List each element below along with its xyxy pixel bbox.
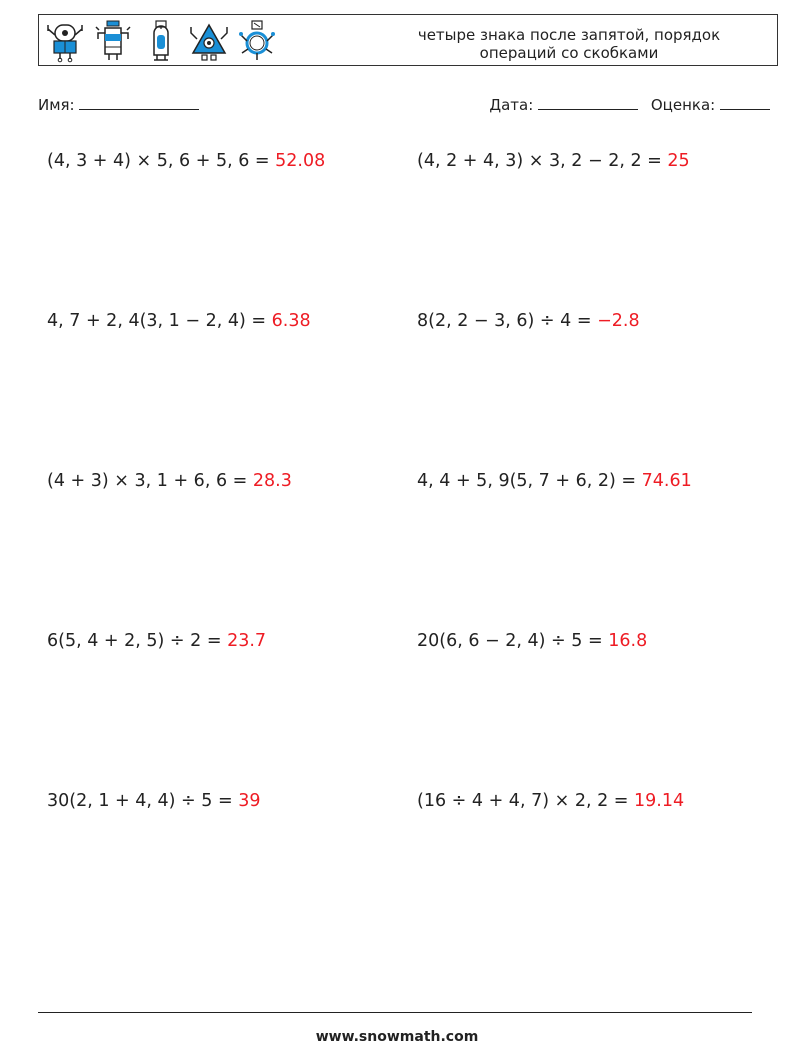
problem-answer: −2.8 <box>597 311 640 331</box>
robot-icon <box>141 19 181 63</box>
robot-icon <box>93 19 133 63</box>
problem-answer: 23.7 <box>227 631 267 651</box>
robot-illustrations <box>45 19 277 63</box>
problem-expression: 8(2, 2 − 3, 6) ÷ 4 = <box>417 311 592 331</box>
title-line-2: операций со скобками <box>479 44 659 62</box>
problem-10 <box>417 791 684 811</box>
problem-answer: 6.38 <box>271 311 311 331</box>
footer-divider <box>38 1012 752 1013</box>
problem-expression: 20(6, 6 − 2, 4) ÷ 5 = <box>417 631 603 651</box>
problem-3 <box>47 311 311 331</box>
problem-expression: 30(2, 1 + 4, 4) ÷ 5 = <box>47 791 233 811</box>
problem-expression: 4, 4 + 5, 9(5, 7 + 6, 2) = <box>417 471 637 491</box>
grade-label: Оценка: <box>650 96 716 114</box>
date-blank[interactable] <box>538 95 638 110</box>
problem-8 <box>417 631 647 651</box>
robot-icon <box>45 19 85 63</box>
name-blank[interactable] <box>79 95 199 110</box>
problem-answer: 39 <box>238 791 261 811</box>
problem-2 <box>417 151 690 171</box>
robot-icon <box>237 19 277 63</box>
robot-icon <box>189 19 229 63</box>
name-label: Имя: <box>38 96 75 114</box>
problem-expression: (16 ÷ 4 + 4, 7) × 2, 2 = <box>417 791 629 811</box>
problem-9 <box>47 791 261 811</box>
problem-6 <box>417 471 692 491</box>
problem-answer: 19.14 <box>634 791 685 811</box>
footer-site[interactable]: www.snowmath.com <box>315 1029 479 1045</box>
problem-expression: (4, 3 + 4) × 5, 6 + 5, 6 = <box>47 151 270 171</box>
problem-expression: 6(5, 4 + 2, 5) ÷ 2 = <box>47 631 222 651</box>
problem-5 <box>47 471 292 491</box>
name-field <box>38 95 199 114</box>
problem-expression: (4, 2 + 4, 3) × 3, 2 − 2, 2 = <box>417 151 662 171</box>
problem-4 <box>417 311 640 331</box>
problem-expression: 4, 7 + 2, 4(3, 1 − 2, 4) = <box>47 311 267 331</box>
problem-answer: 74.61 <box>641 471 692 491</box>
header-box <box>38 14 778 66</box>
problem-answer: 28.3 <box>252 471 292 491</box>
problem-7 <box>47 631 266 651</box>
problem-answer: 25 <box>667 151 690 171</box>
grade-blank[interactable] <box>720 95 770 110</box>
date-label: Дата: <box>489 96 534 114</box>
date-grade-fields <box>489 95 770 114</box>
problem-answer: 52.08 <box>275 151 326 171</box>
problem-answer: 16.8 <box>608 631 648 651</box>
worksheet-title <box>389 26 749 62</box>
title-line-1: четыре знака после запятой, порядок <box>417 26 721 44</box>
problem-1 <box>47 151 325 171</box>
problem-expression: (4 + 3) × 3, 1 + 6, 6 = <box>47 471 248 491</box>
